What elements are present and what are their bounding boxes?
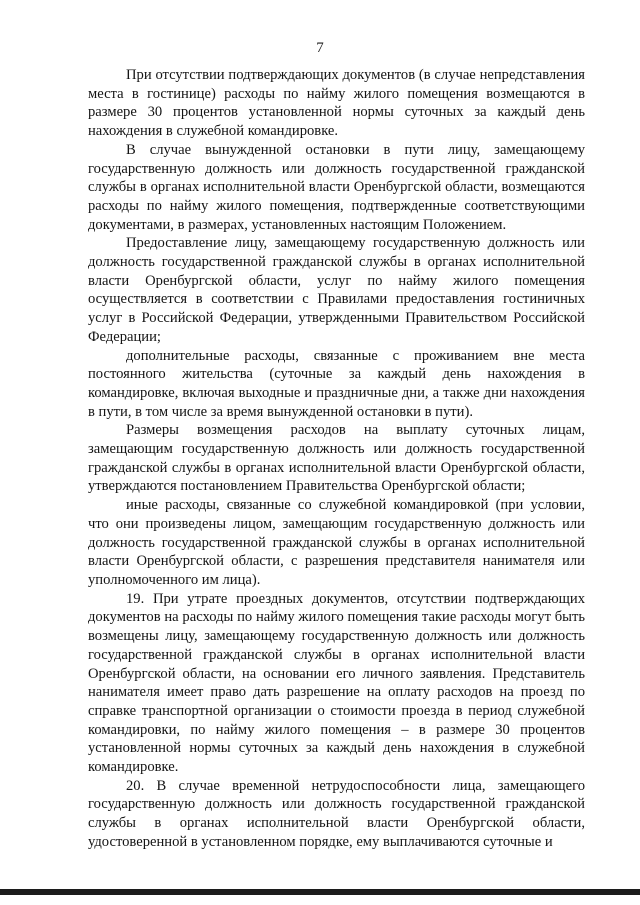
page-number: 7 <box>316 40 324 56</box>
paragraph-additional-expenses: дополнительные расходы, связанные с проживанием вне места постоянного жительства (суточные за каждый день нахождения в командировке, включая выходные и праздничные дни, а также дни нахождения в пути, в том числе за время вынужденной остановки в пути). <box>88 347 585 420</box>
paragraph-daily-allowance-amounts: Размеры возмещения расходов на выплату суточных лицам, замещающим государственную должность или должность государственной гражданской службы в органах исполнительной власти Оренбургской области, утверждаются постановлением Правительства Оренбургской области; <box>88 422 585 495</box>
paragraph-hotel-services: Предоставление лицу, замещающему государственную должность или должность государственной гражданской службы в органах исполнительной власти Оренбургской области, услуг по найму жилого помещения осуществляется в соответствии с Правилами предоставления гостиничных услуг в Российской Федерации, утвержденными Правительством Российской Федерации; <box>88 235 585 345</box>
paragraph-clause-20: 20. В случае временной нетрудоспособности лица, замещающего государственную должность или должность государственной гражданской службы в органах исполнительной власти Оренбургской области, удостоверенной в установленном порядке, ему выплачиваются суточные и <box>88 777 585 850</box>
paragraph-clause-19: 19. При утрате проездных документов, отсутствии подтверждающих документов на расходы по найму жилого помещения такие расходы могут быть возмещены лицу, замещающему государственную должность или должность государственной гражданской службы в органах исполнительной власти Оренбургской области, на основании его личного заявления. Представитель нанимателя имеет право дать разрешение на оплату расходов на проезд по справке транспортной организации о стоимости проезда в период служебной командировки, по найму жилого помещения – в размере 30 процентов установленной нормы суточных за каждый день нахождения в служебной командировке. <box>88 590 585 776</box>
bottom-scan-edge <box>0 889 640 895</box>
body-text <box>88 66 585 852</box>
paragraph-lodging-no-documents: При отсутствии подтверждающих документов (в случае непредставления места в гостинице) расходы по найму жилого помещения возмещаются в размере 30 процентов установленной нормы суточных за каждый день нахождения в служебной командировке. <box>88 67 585 140</box>
paragraph-forced-stop: В случае вынужденной остановки в пути лицу, замещающему государственную должность или должность государственной гражданской службы в органах исполнительной власти Оренбургской области, возмещаются расходы по найму жилого помещения, подтвержденные соответствующими документами, в размерах, установленных настоящим Положением. <box>88 141 585 233</box>
paragraph-other-expenses: иные расходы, связанные со служебной командировкой (при условии, что они произведены лицом, замещающим государственную должность или должность государственной гражданской службы в органах исполнительной власти Оренбургской области, с разрешения представителя нанимателя или уполномоченного им лица). <box>88 497 585 588</box>
